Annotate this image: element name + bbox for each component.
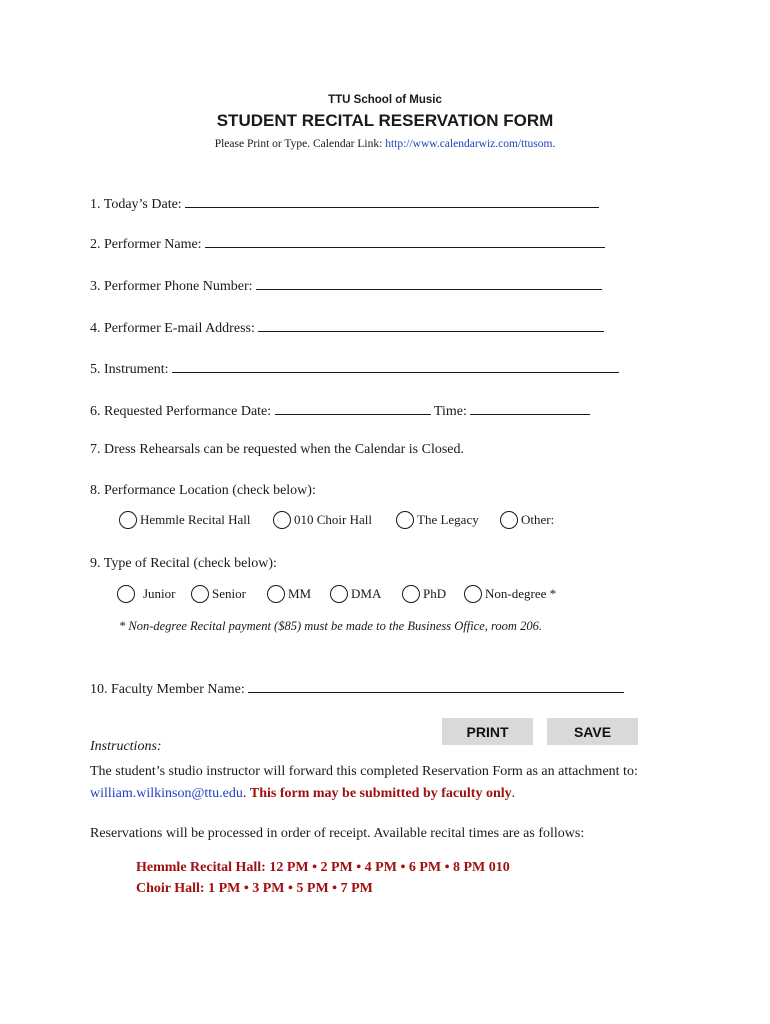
radio-circle-icon[interactable] [464,585,482,603]
radio-circle-icon[interactable] [500,511,518,529]
option-label: Other: [521,512,555,527]
dress-rehearsal-note: 7. Dress Rehearsals can be requested when the Calendar is Closed. [90,442,464,457]
todays-date-label: 1. Today’s Date: [90,197,182,212]
faculty-email-link[interactable]: william.wilkinson@ttu.edu [90,786,243,801]
performance-date-row [90,400,590,420]
phone-row [90,275,602,295]
radio-circle-icon[interactable] [396,511,414,529]
instructions-text: The student’s studio instructor will forward this completed Reservation Form as an attachment to: [90,764,638,779]
reservations-note: Reservations will be processed in order of receipt. Available recital times are as follows: [90,826,585,841]
radio-circle-icon[interactable] [330,585,348,603]
performer-name-label: 2. Performer Name: [90,237,202,252]
instrument-field[interactable] [172,358,619,373]
location-option-choir-hall[interactable] [273,511,372,529]
radio-circle-icon[interactable] [119,511,137,529]
todays-date-row [90,193,599,213]
option-label: Junior [143,586,176,601]
option-label: DMA [351,586,382,601]
option-label: Senior [212,586,246,601]
time-field[interactable] [470,400,590,415]
performer-name-field[interactable] [205,233,605,248]
email-row [90,317,604,337]
radio-circle-icon[interactable] [267,585,285,603]
non-degree-note: * Non-degree Recital payment ($85) must be made to the Business Office, room 206. [119,619,542,633]
faculty-name-row [90,678,624,698]
instructions-period: . [511,786,516,801]
type-option-non-degree[interactable] [464,585,556,603]
type-option-dma[interactable] [330,585,381,603]
option-label: 010 Choir Hall [294,512,372,527]
print-button[interactable]: PRINT [442,718,533,745]
type-option-mm[interactable] [267,585,311,603]
option-label: Hemmle Recital Hall [140,512,251,527]
performance-date-field[interactable] [275,400,431,415]
recital-type-label: 9. Type of Recital (check below): [90,556,277,571]
email-field[interactable] [258,317,604,332]
location-option-hemmle[interactable] [119,511,250,529]
faculty-name-field[interactable] [248,678,624,693]
subtitle-suffix: . [552,138,556,150]
recital-times-line-2: Choir Hall: 1 PM • 3 PM • 5 PM • 7 PM [136,881,373,896]
radio-circle-icon[interactable] [402,585,420,603]
option-label: MM [288,586,312,601]
form-subtitle [0,138,770,150]
save-button[interactable]: SAVE [547,718,638,745]
location-option-other[interactable] [500,511,554,529]
performer-name-row [90,233,605,253]
instructions-paragraph [90,761,650,805]
option-label: The Legacy [417,512,479,527]
instrument-row [90,358,619,378]
location-option-legacy[interactable] [396,511,479,529]
email-label: 4. Performer E-mail Address: [90,321,255,336]
phone-label: 3. Performer Phone Number: [90,279,253,294]
radio-circle-icon[interactable] [273,511,291,529]
instructions-sep: . [242,786,250,801]
instrument-label: 5. Instrument: [90,362,169,377]
option-label: PhD [423,586,447,601]
type-option-junior[interactable] [117,585,176,603]
faculty-name-label: 10. Faculty Member Name: [90,682,245,697]
radio-circle-icon[interactable] [191,585,209,603]
option-label: Non-degree * [485,586,557,601]
subtitle-text: Please Print or Type. Calendar Link: [214,138,386,150]
calendar-link[interactable]: http://www.calendarwiz.com/ttusom [385,138,553,150]
recital-times-line-1: Hemmle Recital Hall: 12 PM • 2 PM • 4 PM • 6 PM • 8 PM 010 [136,860,510,875]
performance-date-label: 6. Requested Performance Date: [90,404,272,419]
faculty-only-notice: This form may be submitted by faculty only [249,786,512,801]
todays-date-field[interactable] [185,193,599,208]
type-option-senior[interactable] [191,585,246,603]
radio-circle-icon[interactable] [117,585,135,603]
instructions-heading: Instructions: [90,739,162,754]
location-label: 8. Performance Location (check below): [90,483,316,498]
type-option-phd[interactable] [402,585,446,603]
time-label: Time: [433,404,467,419]
school-name: TTU School of Music [328,94,442,106]
phone-field[interactable] [256,275,602,290]
form-title: STUDENT RECITAL RESERVATION FORM [216,111,554,130]
